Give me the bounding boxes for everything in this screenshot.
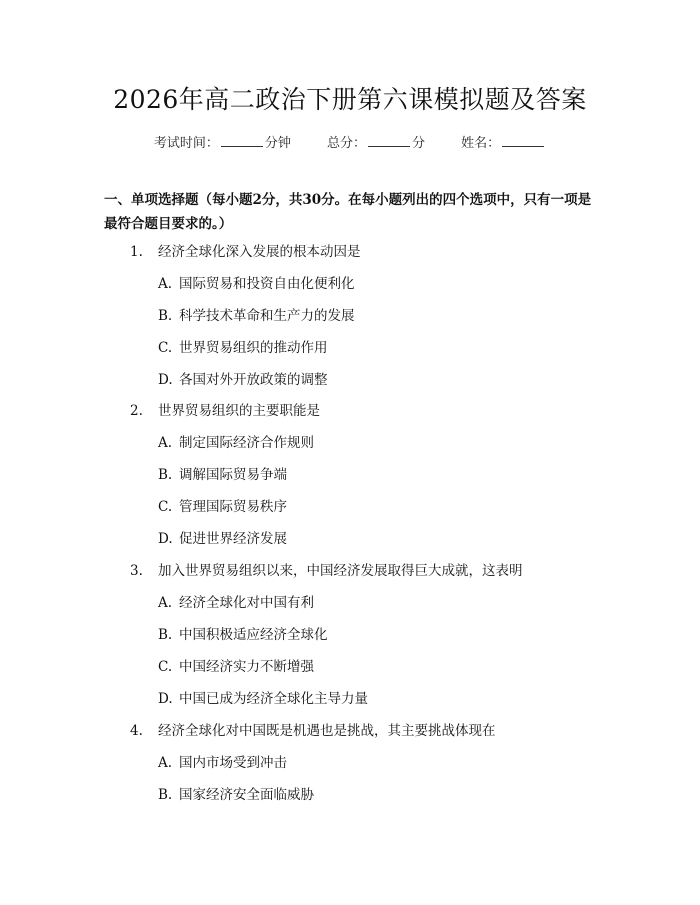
option-1d bbox=[158, 370, 328, 390]
option-text: 科学技术革命和生产力的发展 bbox=[179, 308, 355, 324]
option-2c bbox=[158, 497, 287, 517]
question-text: 世界贸易组织的主要职能是 bbox=[158, 403, 320, 419]
question-number: 1. bbox=[130, 244, 143, 260]
option-1c bbox=[158, 338, 328, 358]
option-text: 中国经济实力不断增强 bbox=[179, 659, 314, 675]
question-2 bbox=[130, 401, 320, 421]
option-text: 经济全球化对中国有利 bbox=[179, 595, 314, 611]
option-4b bbox=[158, 785, 314, 805]
student-name-field bbox=[461, 136, 546, 151]
option-letter: C. bbox=[158, 340, 173, 356]
total-score-unit: 分 bbox=[412, 136, 426, 151]
option-3c bbox=[158, 657, 314, 677]
option-text: 国内市场受到冲击 bbox=[179, 755, 287, 771]
student-name-blank bbox=[502, 136, 544, 147]
option-letter: C. bbox=[158, 659, 173, 675]
option-text: 管理国际贸易秩序 bbox=[179, 499, 287, 515]
option-letter: B. bbox=[158, 308, 173, 324]
option-2d bbox=[158, 529, 287, 549]
total-score-label: 总分： bbox=[326, 136, 366, 151]
option-letter: B. bbox=[158, 467, 173, 483]
option-letter: D. bbox=[158, 531, 173, 547]
option-text: 中国已成为经济全球化主导力量 bbox=[179, 691, 368, 707]
question-text: 经济全球化对中国既是机遇也是挑战，其主要挑战体现在 bbox=[158, 723, 496, 739]
option-letter: A. bbox=[158, 595, 173, 611]
question-text: 加入世界贸易组织以来，中国经济发展取得巨大成就，这表明 bbox=[158, 563, 523, 579]
option-1a bbox=[158, 274, 355, 294]
option-letter: D. bbox=[158, 372, 173, 388]
question-number: 2. bbox=[130, 403, 143, 419]
option-3a bbox=[158, 593, 314, 613]
total-score-field bbox=[327, 136, 425, 151]
option-letter: B. bbox=[158, 627, 173, 643]
option-letter: A. bbox=[158, 435, 173, 451]
option-letter: A. bbox=[158, 276, 173, 292]
option-text: 促进世界经济发展 bbox=[179, 531, 287, 547]
option-text: 国际贸易和投资自由化便利化 bbox=[179, 276, 355, 292]
option-3b bbox=[158, 625, 328, 645]
option-text: 制定国际经济合作规则 bbox=[179, 435, 314, 451]
option-4a bbox=[158, 753, 287, 773]
question-1 bbox=[130, 242, 361, 262]
question-4 bbox=[130, 721, 496, 741]
question-number: 4. bbox=[130, 723, 143, 739]
student-name-label: 姓名： bbox=[461, 136, 501, 151]
question-text: 经济全球化深入发展的根本动因是 bbox=[158, 244, 361, 260]
option-2a bbox=[158, 433, 314, 453]
option-letter: D. bbox=[158, 691, 173, 707]
section-heading: 一、单项选择题（每小题2分，共30分。在每小题列出的四个选项中，只有一项是最符合题目要求的。） bbox=[104, 192, 592, 232]
exam-time-field bbox=[154, 136, 291, 151]
option-text: 各国对外开放政策的调整 bbox=[179, 372, 328, 388]
question-3 bbox=[130, 561, 523, 581]
option-text: 世界贸易组织的推动作用 bbox=[179, 340, 328, 356]
exam-info-line bbox=[0, 132, 700, 151]
option-letter: A. bbox=[158, 755, 173, 771]
option-text: 调解国际贸易争端 bbox=[179, 467, 287, 483]
option-letter: C. bbox=[158, 499, 173, 515]
option-1b bbox=[158, 306, 355, 326]
exam-time-blank bbox=[221, 136, 263, 147]
exam-time-label: 考试时间： bbox=[153, 136, 219, 151]
exam-time-unit: 分钟 bbox=[264, 136, 291, 151]
total-score-blank bbox=[368, 136, 410, 147]
question-number: 3. bbox=[130, 563, 143, 579]
option-2b bbox=[158, 465, 287, 485]
option-3d bbox=[158, 689, 368, 709]
option-text: 中国积极适应经济全球化 bbox=[179, 627, 328, 643]
option-text: 国家经济安全面临威胁 bbox=[179, 787, 314, 803]
option-letter: B. bbox=[158, 787, 173, 803]
document-title: 2026年高二政治下册第六课模拟题及答案 bbox=[113, 85, 587, 114]
